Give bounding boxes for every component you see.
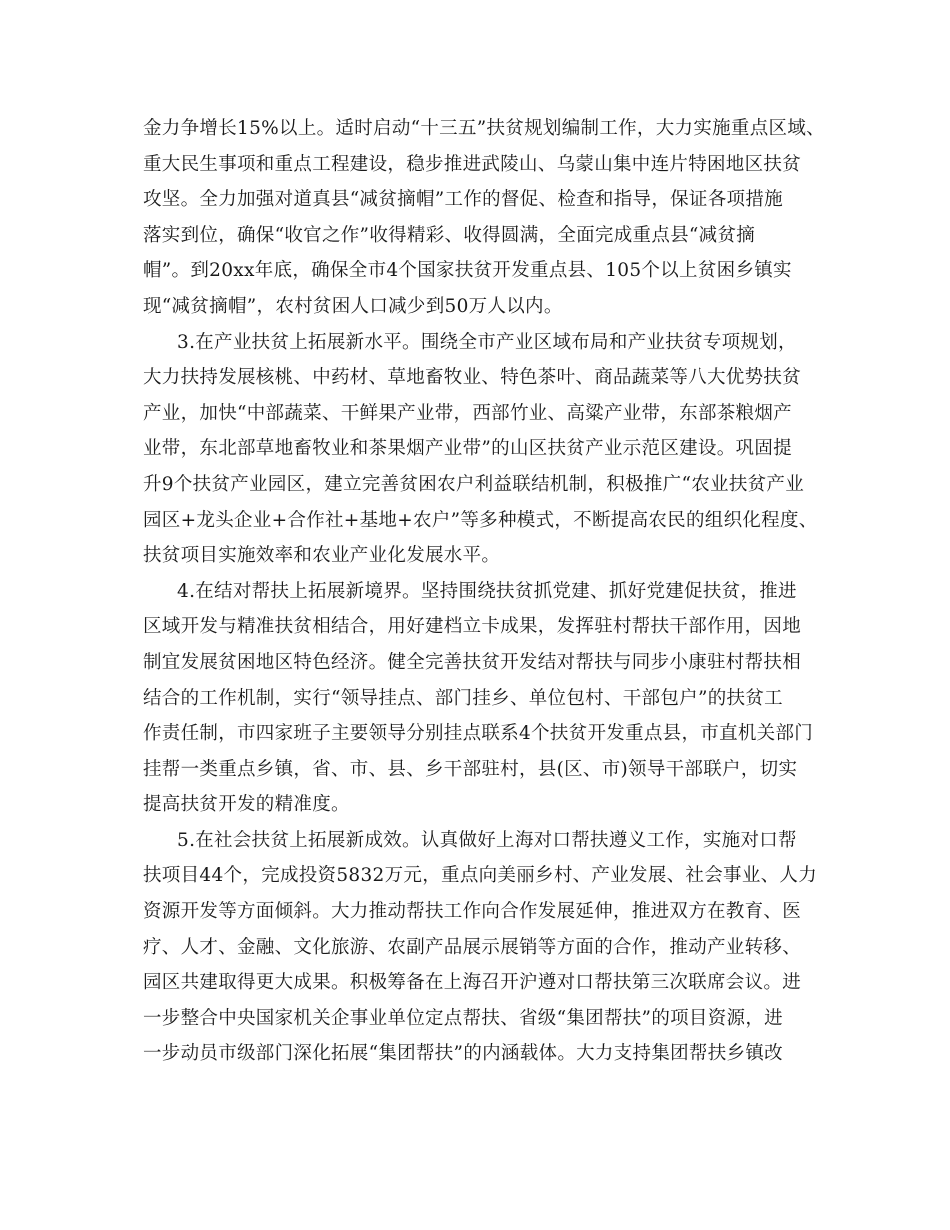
section-5-heading-line: 5.在社会扶贫上拓展新成效。认真做好上海对口帮扶遵义工作，实施对口帮	[177, 829, 797, 851]
text-line: 现“减贫摘帽”，农村贫困人口减少到50万人以内。	[143, 295, 563, 317]
text-line: 制宜发展贫困地区特色经济。健全完善扶贫开发结对帮扶与同步小康驻村帮扶相	[143, 651, 802, 673]
text-line: 作责任制，市四家班子主要领导分别挂点联系4个扶贫开发重点县，市直机关部门	[143, 723, 814, 745]
text-line: 产业，加快“中部蔬菜、干鲜果产业带，西部竹业、高粱产业带，东部茶粮烟产	[143, 402, 792, 424]
text-line: 提高扶贫开发的精准度。	[143, 794, 350, 816]
text-line: 升9个扶贫产业园区，建立完善贫困农户利益联结机制，积极推广“农业扶贫产业	[143, 473, 805, 495]
text-line: 大力扶持发展核桃、中药材、草地畜牧业、特色茶叶、商品蔬菜等八大优势扶贫	[143, 367, 802, 389]
document-body	[0, 111, 950, 1072]
text-line: 攻坚。全力加强对道真县“减贫摘帽”工作的督促、检查和指导，保证各项措施	[143, 189, 783, 211]
text-line: 园区共建取得更大成果。积极筹备在上海召开沪遵对口帮扶第三次联席会议。进	[143, 972, 802, 994]
section-4-heading-line: 4.在结对帮扶上拓展新境界。坚持围绕扶贫抓党建、抓好党建促扶贫，推进	[177, 580, 797, 602]
text-line: 疗、人才、金融、文化旅游、农副产品展示展销等方面的合作，推动产业转移、	[143, 936, 802, 958]
text-line: 帽”。到20xx年底，确保全市4个国家扶贫开发重点县、105个以上贫困乡镇实	[143, 260, 792, 282]
text-line: 落实到位，确保“收官之作”收得精彩、收得圆满，全面完成重点县“减贫摘	[143, 224, 756, 246]
text-line: 一步动员市级部门深化拓展“集团帮扶”的内涵载体。大力支持集团帮扶乡镇改	[143, 1043, 783, 1065]
text-line: 一步整合中央国家机关企事业单位定点帮扶、省级“集团帮扶”的项目资源，进	[143, 1007, 783, 1029]
section-3-heading-line: 3.在产业扶贫上拓展新水平。围绕全市产业区域布局和产业扶贫专项规划，	[177, 331, 797, 353]
text-line: 资源开发等方面倾斜。大力推动帮扶工作向合作发展延伸，推进双方在教育、医	[143, 901, 802, 923]
text-line: 金力争增长15%以上。适时启动“十三五”扶贫规划编制工作，大力实施重点区域、	[143, 118, 825, 139]
text-line: 结合的工作机制，实行“领导挂点、部门挂乡、单位包村、干部包户”的扶贫工	[143, 687, 783, 709]
text-line: 业带，东北部草地畜牧业和茶果烟产业带”的山区扶贫产业示范区建设。巩固提	[143, 438, 792, 460]
text-line: 扶贫项目实施效率和农业产业化发展水平。	[143, 545, 501, 567]
text-line: 区域开发与精准扶贫相结合，用好建档立卡成果，发挥驻村帮扶干部作用，因地	[143, 616, 802, 638]
text-line: 园区+龙头企业+合作社+基地+农户”等多种模式，不断提高农民的组织化程度、	[143, 509, 818, 531]
text-line: 重大民生事项和重点工程建设，稳步推进武陵山、乌蒙山集中连片特困地区扶贫	[143, 153, 802, 175]
text-line: 扶项目44个，完成投资5832万元，重点向美丽乡村、产业发展、社会事业、人力	[143, 865, 818, 887]
text-line: 挂帮一类重点乡镇，省、市、县、乡干部驻村，县(区、市)领导干部联户，切实	[143, 758, 798, 780]
